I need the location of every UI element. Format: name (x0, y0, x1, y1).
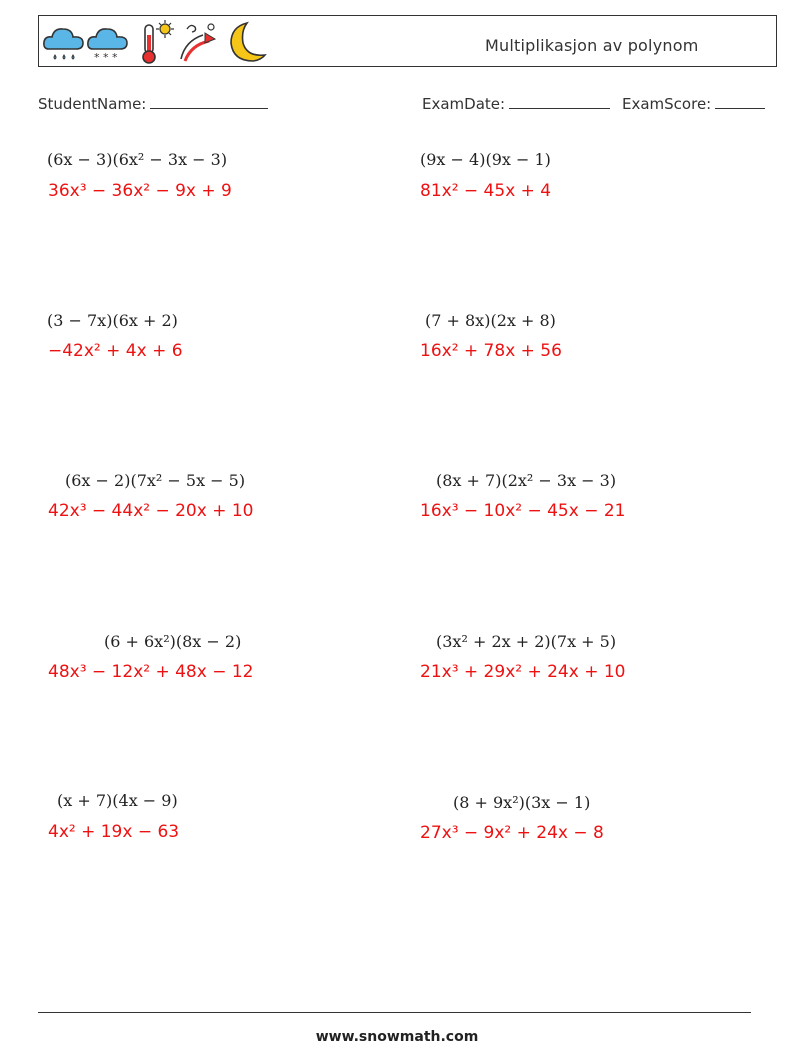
exam-date-label: ExamDate: (422, 95, 506, 113)
student-name-blank[interactable] (150, 94, 268, 109)
exam-score-field[interactable] (622, 94, 765, 113)
problem-10-answer: 27x³ − 9x² + 24x − 8 (420, 823, 604, 843)
problem-6-question: (8x + 7)(2x² − 3x − 3) (436, 471, 617, 490)
exam-score-label: ExamScore: (622, 95, 712, 113)
problem-2-answer: 81x² − 45x + 4 (420, 181, 552, 201)
student-name-label: StudentName: (38, 95, 147, 113)
problem-8-question: (3x² + 2x + 2)(7x + 5) (436, 632, 617, 651)
wind-icon (175, 19, 221, 65)
problem-4-question: (7 + 8x)(2x + 8) (425, 311, 556, 330)
exam-score-blank[interactable] (715, 94, 765, 109)
page-title: Multiplikasjon av polynom (485, 36, 699, 55)
problem-3-answer: −42x² + 4x + 6 (48, 341, 183, 361)
problem-6-answer: 16x³ − 10x² − 45x − 21 (420, 501, 626, 521)
header-box (38, 15, 777, 67)
problem-5-question: (6x − 2)(7x² − 5x − 5) (65, 471, 246, 490)
rain-cloud-icon (41, 19, 87, 65)
problem-5-answer: 42x³ − 44x² − 20x + 10 (48, 501, 254, 521)
problem-9-question: (x + 7)(4x − 9) (57, 791, 178, 810)
snow-cloud-icon (85, 19, 131, 65)
problem-7-answer: 48x³ − 12x² + 48x − 12 (48, 662, 254, 682)
problem-1-answer: 36x³ − 36x² − 9x + 9 (48, 181, 232, 201)
footer-divider (38, 1012, 751, 1013)
problem-4-answer: 16x² + 78x + 56 (420, 341, 562, 361)
problem-2-question: (9x − 4)(9x − 1) (420, 150, 551, 169)
footer-website[interactable]: www.snowmath.com (315, 1029, 479, 1045)
exam-date-field[interactable] (422, 94, 610, 113)
problem-8-answer: 21x³ + 29x² + 24x + 10 (420, 662, 626, 682)
svg-text:* * *: * * * (94, 51, 118, 64)
moon-icon (221, 19, 267, 65)
problem-3-question: (3 − 7x)(6x + 2) (47, 311, 178, 330)
problem-1-question: (6x − 3)(6x² − 3x − 3) (47, 150, 228, 169)
problem-7-question: (6 + 6x²)(8x − 2) (104, 632, 242, 651)
problem-10-question: (8 + 9x²)(3x − 1) (453, 793, 591, 812)
student-name-field[interactable] (38, 94, 268, 113)
thermometer-sun-icon (137, 19, 177, 65)
exam-date-blank[interactable] (509, 94, 610, 109)
problem-9-answer: 4x² + 19x − 63 (48, 822, 180, 842)
